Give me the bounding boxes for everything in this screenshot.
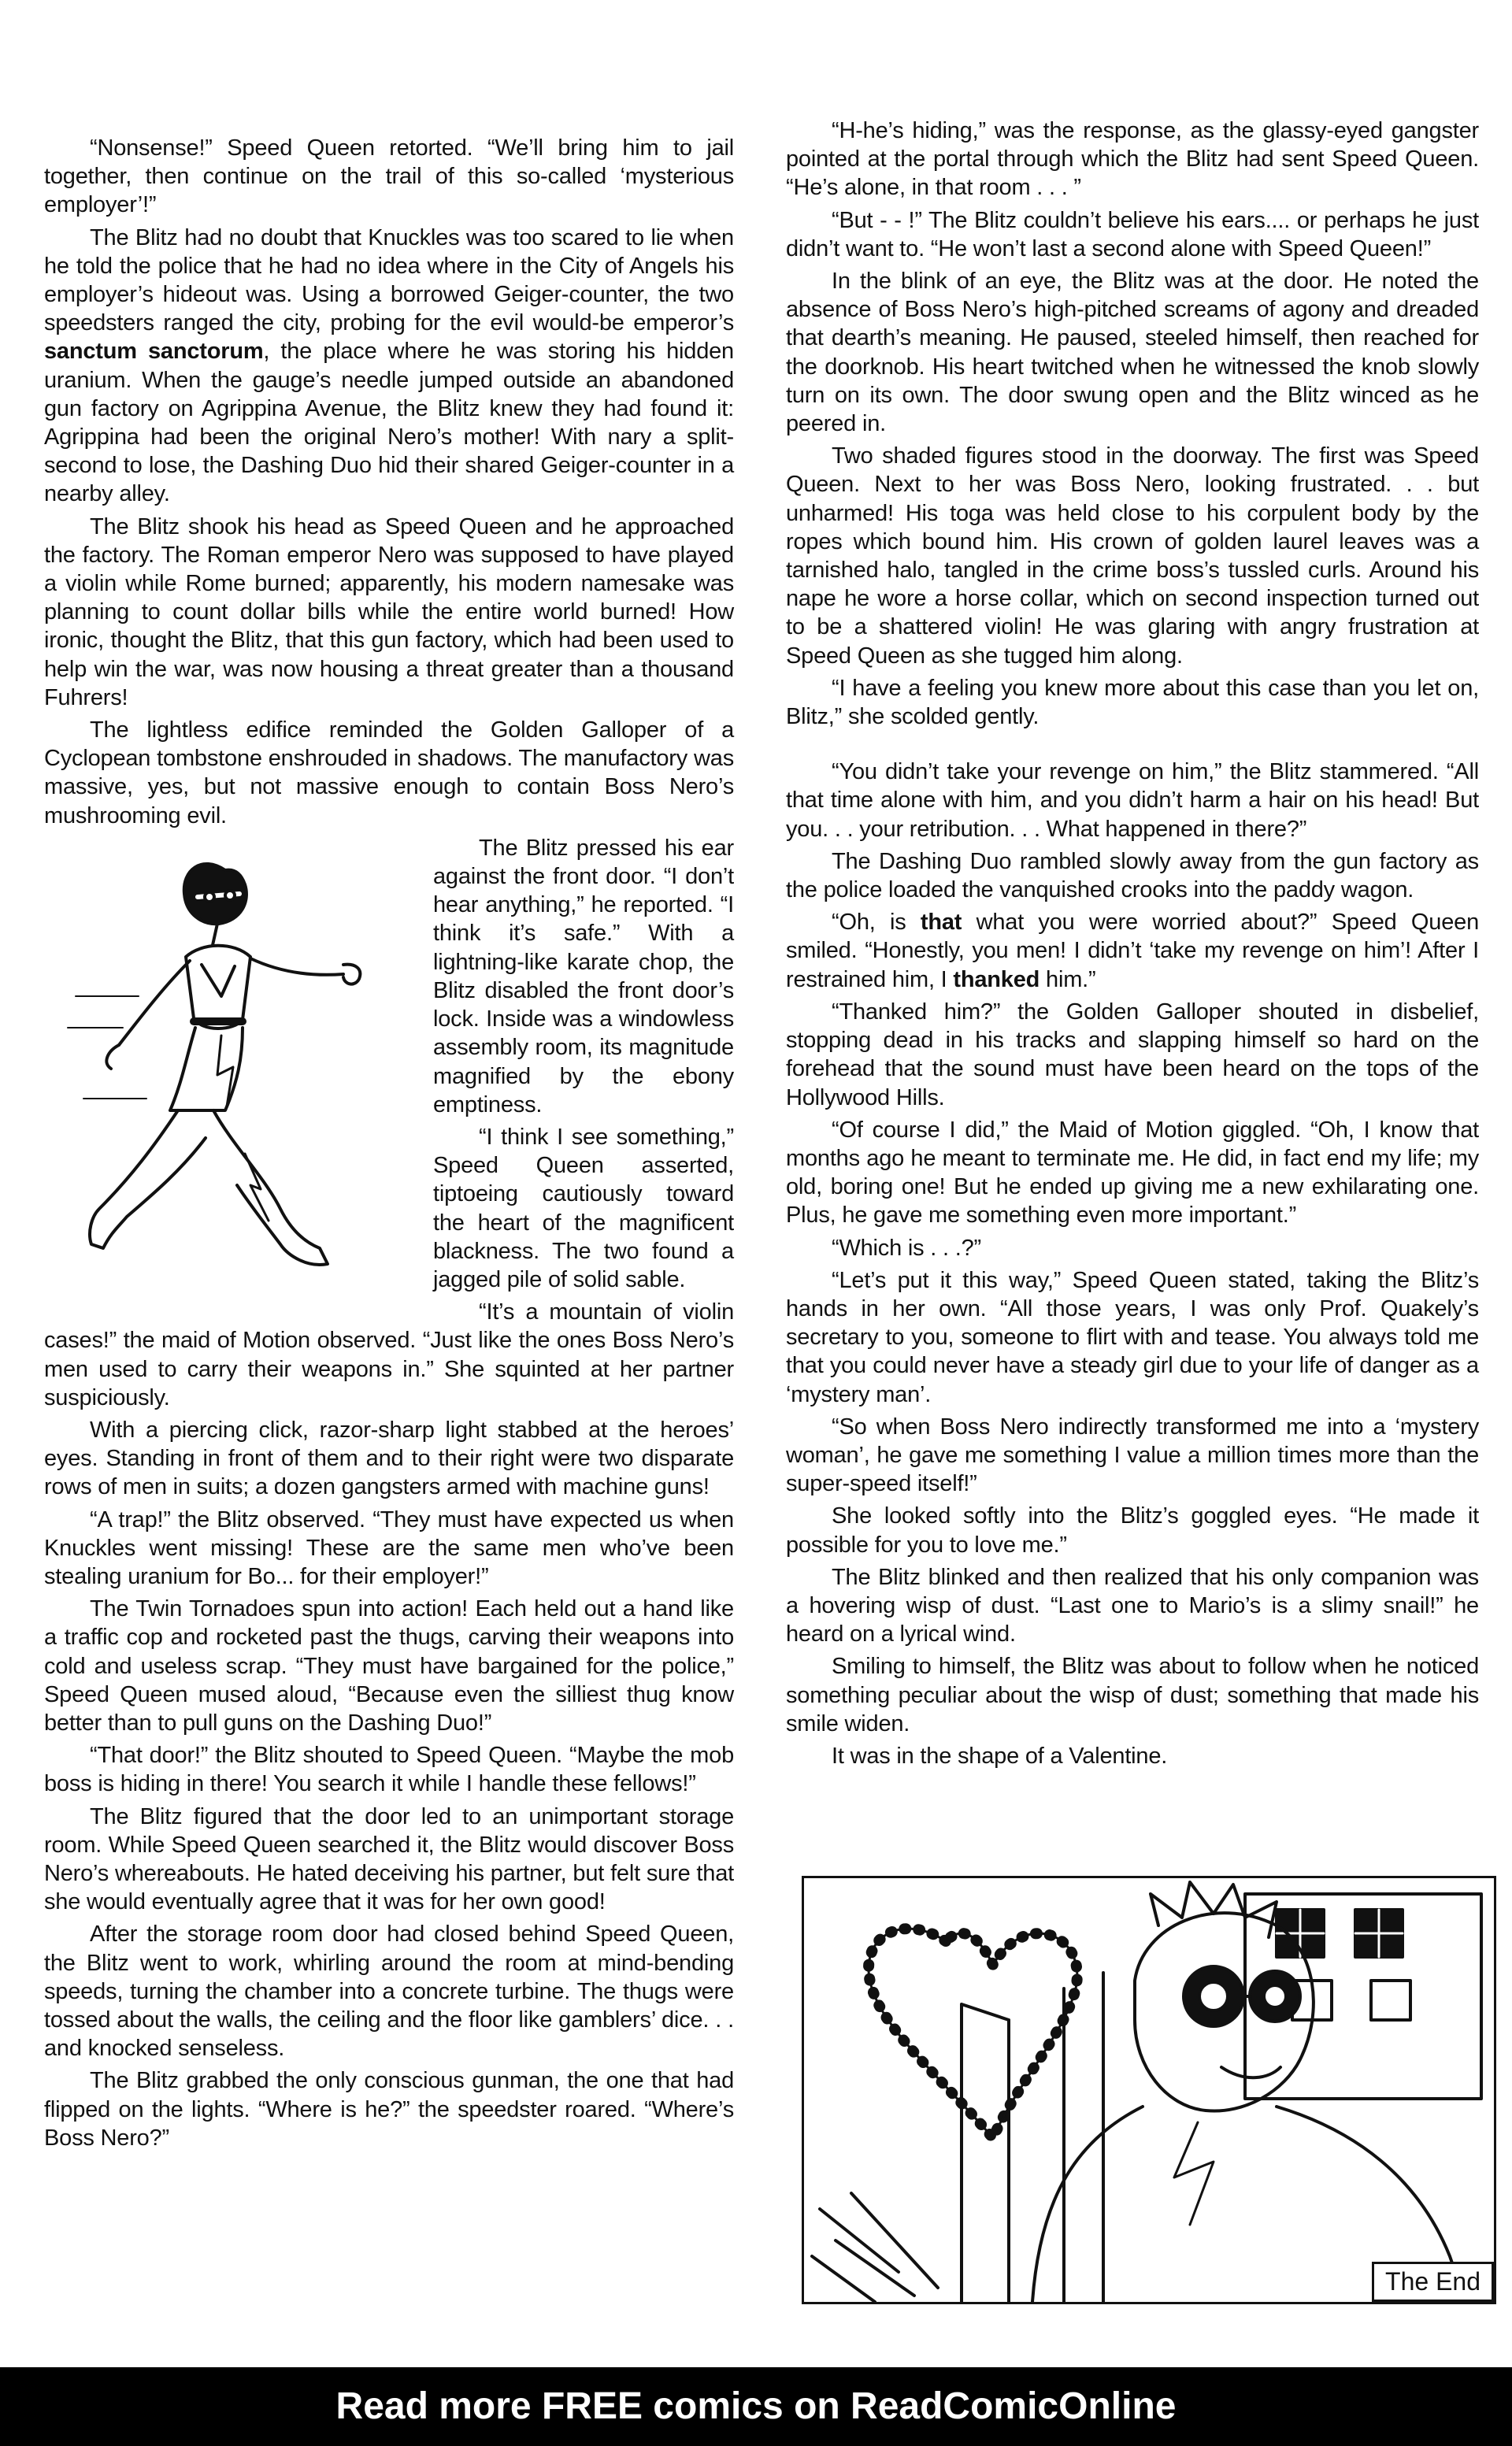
bold-word: thanked bbox=[953, 966, 1040, 992]
paragraph bbox=[786, 908, 1479, 994]
promo-banner[interactable]: Read more FREE comics on ReadComicOnline bbox=[0, 2367, 1512, 2446]
paragraph: “A trap!” the Blitz observed. “They must have expected us when Knuckles went missing! These are the same men who’ve been stealing uranium for Bo... for their employer!” bbox=[44, 1507, 734, 1589]
paragraph: “So when Boss Nero indirectly transformed me into a ‘mystery woman’, he gave me something I value a million times more than the super-speed itself!” bbox=[786, 1414, 1479, 1497]
paragraph-text: “Oh, is bbox=[832, 910, 921, 936]
paragraph: After the storage room door had closed behind Speed Queen, the Blitz went to work, whirling around the room at mind-bending speeds, turning the chamber into a concrete turbine. The thugs were tossed about the walls, the ceiling and the floor like gamblers’ dice. . . and knocked senseless. bbox=[44, 1922, 734, 2062]
left-text-column bbox=[44, 134, 734, 2156]
paragraph-text: The Blitz had no doubt that Knuckles was too scared to lie when he told the police that he had no idea where in the City of Angels his employer’s hideout was. Using a borrowed Geiger-counter, the two speedsters ranged the city, probing for the evil would-be emperor’s bbox=[44, 224, 734, 336]
paragraph: The Blitz shook his head as Speed Queen and he approached the factory. The Roman emperor Nero was supposed to have played a violin while Rome burned; apparently, his modern namesake was planning to count dollar bills while the entire world burned! How ironic, thought the Blitz, that this gun factory, which had been used to help win the war, was now housing a threat greater than a thousand Fuhrers! bbox=[44, 513, 734, 710]
paragraph-text: what you were worried about?” Speed Queen smiled. “Honestly, you men! I didn’t ‘take my revenge on him’! After I restrained him, I bbox=[786, 910, 1479, 992]
paragraph: “But - - !” The Blitz couldn’t believe his ears.... or perhaps he just didn’t want to. “He won’t last a second alone with Speed Queen!” bbox=[786, 207, 1479, 261]
paragraph: “Which is . . .?” bbox=[832, 1235, 981, 1261]
paragraph: In the blink of an eye, the Blitz was at the door. He noted the absence of Boss Nero’s high-pitched screams of agony and dreaded that dearth’s meaning. He paused, steeled himself, then reached for the doorknob. His heart twitched when he witnessed the knob slowly turn on its own. The door swung open and the Blitz winced as he peered in. bbox=[786, 269, 1479, 437]
paragraph: Smiling to himself, the Blitz was about to follow when he noticed something peculiar about the wisp of dust; something that made his smile widen. bbox=[786, 1654, 1479, 1736]
paragraph: The Dashing Duo rambled slowly away from the gun factory as the police loaded the vanquished crooks into the paddy wagon. bbox=[786, 848, 1479, 903]
paragraph: “H-he’s hiding,” was the response, as the glassy-eyed gangster pointed at the portal through which the Blitz had sent Speed Queen. “He’s alone, in that room . . . ” bbox=[786, 118, 1479, 201]
paragraph-text: him.” bbox=[1040, 966, 1096, 992]
paragraph: The Twin Tornadoes spun into action! Each held out a hand like a traffic cop and rocketed past the thugs, carving their weapons into cold and useless scrap. “They must have bargained for the police,” Speed Queen mused aloud, “Because even the silliest thug know better than to pull guns on the Dashing Duo!” bbox=[44, 1596, 734, 1736]
paragraph: “You didn’t take your revenge on him,” the Blitz stammered. “All that time alone with him, and you didn’t harm a hair on his head! But you. . . your retribution. . . What happened in there?” bbox=[786, 759, 1479, 842]
paragraph: “It’s a mountain of violin cases!” the maid of Motion observed. “Just like the ones Boss Nero’s men used to carry their weapons in.” She squinted at her partner suspiciously. bbox=[44, 1299, 734, 1410]
paragraph: With a piercing click, razor-sharp light stabbed at the heroes’ eyes. Standing in front of them and to their right were two disparate rows of men in suits; a dozen gangsters armed with machine guns! bbox=[44, 1417, 734, 1500]
paragraph: “That door!” the Blitz shouted to Speed Queen. “Maybe the mob boss is hiding in there! You search it while I handle these fellows!” bbox=[44, 1743, 734, 1797]
paragraph: “Let’s put it this way,” Speed Queen stated, taking the Blitz’s hands in her own. “All those years, I was only Prof. Quakely’s secretary to you, someone to flirt with and tease. You always told me that you could never have a steady girl due to your life of danger as a ‘mystery man’. bbox=[786, 1267, 1479, 1407]
paragraph: Two shaded figures stood in the doorway. The first was Speed Queen. Next to her was Boss Nero, looking frustrated. . . but unharmed! His toga was held close to his corpulent body by the ropes which bound him. His crown of golden laurel leaves was a tarnished halo, tangled in the crime boss’s tussled curls. Around his nape he wore a horse collar, which on second inspection turned out to be a shattered violin! He was glaring with angry frustration at Speed Queen as she tugged him along. bbox=[786, 443, 1479, 669]
paragraph: “Thanked him?” the Golden Galloper shouted in disbelief, stopping dead in his tracks and slapping himself so hard on the forehead that the sound must have been heard on the tops of the Hollywood Hills. bbox=[786, 999, 1479, 1110]
the-end-label: The End bbox=[1372, 2262, 1494, 2302]
paragraph: “I think I see something,” Speed Queen asserted, tiptoeing cautiously toward the heart of the magnificent blackness. The two found a jagged pile of solid sable. bbox=[433, 1124, 734, 1292]
right-text-column bbox=[786, 117, 1479, 1774]
blitz-valentine-panel bbox=[802, 1876, 1496, 2304]
paragraph: The Blitz pressed his ear against the front door. “I don’t hear anything,” he reported. “I think it’s safe.” With a lightning-like karate chop, the Blitz disabled the front door’s lock. Inside was a windowless assembly room, its magnitude magnified by the ebony emptiness. bbox=[433, 835, 734, 1117]
paragraph bbox=[44, 224, 734, 509]
paragraph: “I have a feeling you knew more about this case than you let on, Blitz,” she scolded gently. bbox=[786, 675, 1479, 730]
bold-phrase: sanctum sanctorum bbox=[44, 339, 264, 365]
paragraph: The lightless edifice reminded the Golden Galloper of a Cyclopean tombstone enshrouded in shadows. The manufactory was massive, yes, but not massive enough to contain Boss Nero’s mushrooming evil. bbox=[44, 717, 734, 828]
paragraph: “Of course I did,” the Maid of Motion giggled. “Oh, I know that months ago he meant to terminate me. He did, in fact end my life; my old, boring one! But he ended up giving me a new exhilarating one. Plus, he gave me something even more important.” bbox=[786, 1117, 1479, 1229]
paragraph: The Blitz blinked and then realized that his only companion was a hovering wisp of dust. “Last one to Mario’s is a slimy snail!” he heard on a lyrical wind. bbox=[786, 1564, 1479, 1647]
running-speed-queen-illustration bbox=[44, 839, 422, 1295]
paragraph: The Blitz figured that the door led to an unimportant storage room. While Speed Queen searched it, the Blitz would discover Boss Nero’s whereabouts. He hated deceiving his partner, but felt sure that she would eventually agree that it was for her own good! bbox=[44, 1803, 734, 1915]
bold-word: that bbox=[920, 910, 962, 936]
paragraph-text: , the place where he was storing his hidden uranium. When the gauge’s needle jumped outside an abandoned gun factory on Agrippina Avenue, the Blitz knew they had found it: Agrippina had been the original Nero’s mother! With nary a split-second to lose, the Dashing Duo hid their shared Geiger-counter in a nearby alley. bbox=[44, 339, 734, 507]
paragraph: The Blitz grabbed the only conscious gunman, the one that had flipped on the lights. “Where is he?” the speedster roared. “Where’s Boss Nero?” bbox=[44, 2068, 734, 2151]
paragraph: She looked softly into the Blitz’s goggled eyes. “He made it possible for you to love me.” bbox=[786, 1503, 1479, 1558]
paragraph: It was in the shape of a Valentine. bbox=[832, 1743, 1168, 1769]
paragraph: “Nonsense!” Speed Queen retorted. “We’ll bring him to jail together, then continue on the trail of this so-called ‘mysterious employer’!” bbox=[44, 135, 734, 218]
